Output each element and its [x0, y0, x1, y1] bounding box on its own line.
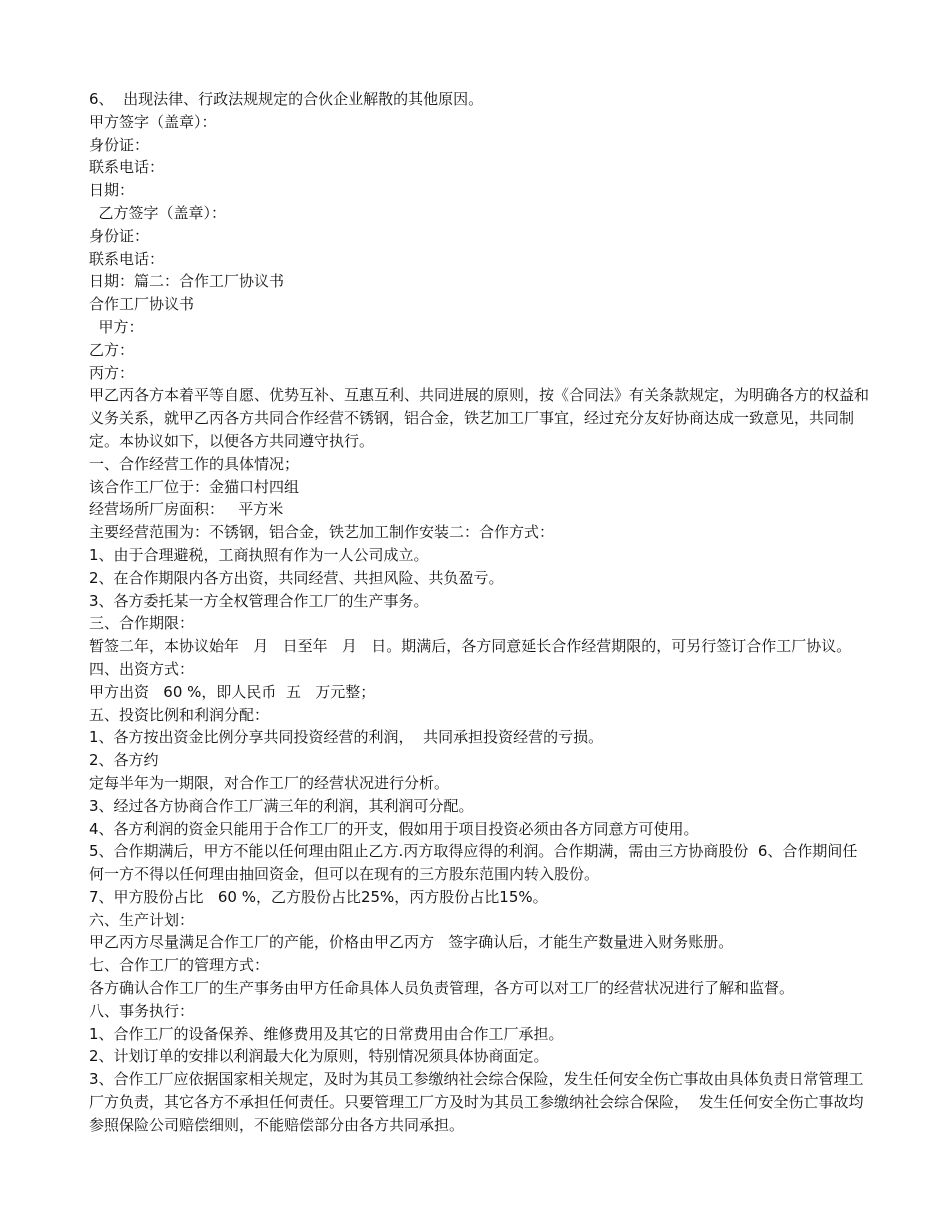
paragraph: 各方确认合作工厂的生产事务由甲方任命具体人员负责管理，各方可以对工厂的经营状况进行了解和监督。 [89, 979, 795, 998]
list-item: 3、合作工厂应依据国家相关规定，及时为其员工参缴纳社会综合保险，发生任何安全伤亡事故由具体负责日常管理工厂方负责，其它各方不承担任何责任。只要管理工厂方及时为其员工参缴纳社会综合保险， 发生任何安全伤亡事故均参照保险公司赔偿细则，不能赔偿部分由各方共同承担。 [89, 1070, 864, 1134]
paragraph: 甲乙丙各方本着平等自愿、优势互补、互惠互利、共同进展的原则，按《合同法》有关条款规定，为明确各方的权益和义务关系，就甲乙丙各方共同合作经营不锈钢，铝合金，铁艺加工厂事宜，经过充分友好协商达成一致意见，共同制定。本协议如下，以便各方共同遵守执行。 [89, 386, 870, 450]
list-item: 7、甲方股份占比 60 %，乙方股份占比25%，丙方股份占比15%。 [89, 887, 548, 906]
list-item: 3、经过各方协商合作工厂满三年的利润，其利润可分配。 [89, 796, 474, 815]
text-line: 丙方： [89, 363, 135, 382]
section-heading: 七、合作工厂的管理方式： [89, 956, 270, 975]
section-heading: 三、合作期限： [89, 614, 195, 633]
paragraph: 甲乙丙方尽量满足合作工厂的产能，价格由甲乙丙方 签字确认后，才能生产数量进入财务账册。 [89, 933, 734, 952]
section-heading: 八、事务执行： [89, 1001, 195, 1020]
document-body [89, 88, 869, 1137]
text-line: 甲方出资 60 %，即人民币 五 万元整； [89, 682, 376, 701]
text-line: 身份证： [89, 135, 150, 154]
text-line: 乙方： [89, 340, 135, 359]
text-line: 该合作工厂位于：金猫口村四组 [89, 477, 300, 496]
text-line: 定每半年为一期限，对合作工厂的经营状况进行分析。 [89, 773, 450, 792]
list-item: 2、各方约 [89, 751, 159, 770]
paragraph: 暂签二年，本协议始年 月 日至年 月 日。期满后，各方同意延长合作经营期限的，可另行签订合作工厂协议。四、出资方式： [89, 637, 852, 678]
text-line: 日期： [89, 181, 135, 200]
text-line: 甲方签字（盖章）： [89, 112, 217, 131]
section-heading: 六、生产计划： [89, 910, 195, 929]
text-line: 主要经营范围为：不锈钢，铝合金，铁艺加工制作安装二：合作方式： [89, 523, 555, 542]
text-line: 日期：篇二：合作工厂协议书 [89, 272, 285, 291]
list-item: 1、由于合理避税，工商执照有作为一人公司成立。 [89, 545, 429, 564]
text-line: 经营场所厂房面积： 平方米 [89, 500, 284, 519]
section-heading: 一、合作经营工作的具体情况； [89, 454, 300, 473]
text-line: 6、 出现法律、行政法规规定的合伙企业解散的其他原因。 [89, 90, 484, 108]
list-item: 2、在合作期限内各方出资，共同经营、共担风险、共负盈亏。 [89, 568, 504, 587]
list-item: 1、各方按出资金比例分享共同投资经营的利润， 共同承担投资经营的亏损。 [89, 728, 604, 747]
list-item: 1、合作工厂的设备保养、维修费用及其它的日常费用由合作工厂承担。 [89, 1024, 564, 1043]
list-item: 5、合作期满后，甲方不能以任何理由阻止乙方.丙方取得应得的利润。合作期满，需由三方协商股份 6、合作期间任何一方不得以任何理由抽回资金，但可以在现有的三方股东范围内转入股份。 [89, 842, 858, 884]
text-line: 联系电话： [89, 158, 165, 177]
text-line: 乙方签字（盖章）： [89, 203, 227, 222]
list-item: 2、计划订单的安排以利润最大化为原则，特别情况须具体协商面定。 [89, 1047, 549, 1066]
text-line: 甲方： [89, 317, 144, 336]
section-heading: 五、投资比例和利润分配： [89, 705, 270, 724]
text-line: 联系电话： [89, 249, 165, 268]
list-item: 3、各方委托某一方全权管理合作工厂的生产事务。 [89, 591, 429, 610]
section-title: 合作工厂协议书 [89, 295, 195, 314]
text-line: 身份证： [89, 226, 150, 245]
list-item: 4、各方利润的资金只能用于合作工厂的开支，假如用于项目投资必须由各方同意方可使用。 [89, 819, 699, 838]
